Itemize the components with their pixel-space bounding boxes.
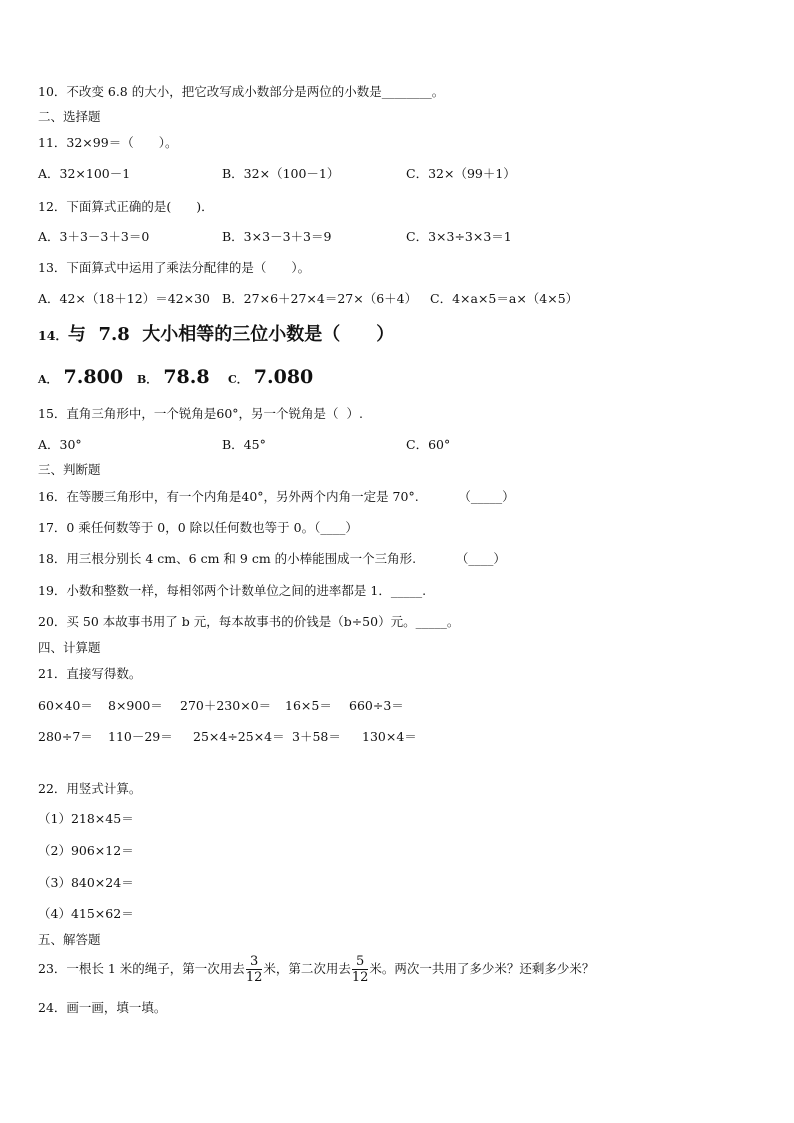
- q21-item: 280÷7＝: [38, 729, 93, 744]
- q23-text-part1: 23．一根长 1 米的绳子，第一次用去: [38, 961, 245, 976]
- section-heading-solve: 五、解答题: [38, 932, 101, 947]
- q14-option-b: [137, 366, 210, 388]
- q14-option-c-letter: C．: [228, 373, 248, 386]
- q22-item-3: （3）840×24＝: [38, 875, 134, 890]
- question-20: 20．买 50 本故事书用了 b 元，每本故事书的价钱是（b÷50）元。_____。: [38, 614, 460, 629]
- q12-option-b: B．3×3－3＋3＝9: [222, 229, 332, 244]
- q15-option-a: A．30°: [38, 437, 82, 452]
- question-22: 22．用竖式计算。: [38, 781, 142, 796]
- q22-item-2: （2）906×12＝: [38, 843, 134, 858]
- q12-option-a: A．3＋3－3＋3＝0: [38, 229, 150, 244]
- question-21: 21．直接写得数。: [38, 666, 142, 681]
- q21-item: 25×4÷25×4＝: [193, 729, 285, 744]
- fraction-denominator: 12: [351, 970, 369, 985]
- q21-item: 130×4＝: [362, 729, 417, 744]
- q15-option-c: C．60°: [406, 437, 451, 452]
- fraction-5-12: [352, 954, 369, 985]
- question-23: [38, 952, 594, 986]
- q13-option-a: A．42×（18＋12）＝42×30: [38, 291, 211, 306]
- q14-option-a-value: 7.800: [63, 366, 124, 388]
- q12-option-c: C．3×3÷3×3＝1: [406, 229, 512, 244]
- question-18: 18．用三根分别长 4 cm、6 cm 和 9 cm 的小棒能围成一个三角形. （____）: [38, 551, 506, 566]
- q14-text: 与 7.8 大小相等的三位小数是（ ）: [67, 324, 395, 345]
- q11-option-a: A．32×100－1: [38, 166, 131, 181]
- q11-option-b: B．32×（100－1）: [222, 166, 340, 181]
- q14-option-b-value: 78.8: [163, 366, 210, 388]
- question-15: 15．直角三角形中，一个锐角是60°，另一个锐角是（ ）.: [38, 406, 363, 421]
- question-13: 13．下面算式中运用了乘法分配律的是（ ）。: [38, 260, 311, 275]
- q23-text-part2: 米，第二次用去: [263, 961, 351, 976]
- q22-item-4: （4）415×62＝: [38, 906, 134, 921]
- q21-item: 60×40＝: [38, 698, 93, 713]
- section-heading-judge: 三、判断题: [38, 462, 101, 477]
- q21-item: 270＋230×0＝: [180, 698, 272, 713]
- q14-option-c: [228, 366, 313, 388]
- fraction-numerator: 5: [352, 954, 369, 970]
- question-19: 19．小数和整数一样，每相邻两个计数单位之间的进率都是 1．_____.: [38, 583, 427, 598]
- q13-option-b: B．27×6＋27×4＝27×（6＋4）: [222, 291, 418, 306]
- question-14: [38, 323, 394, 348]
- question-10: 10．不改变 6.8 的大小，把它改写成小数部分是两位的小数是________。: [38, 84, 445, 99]
- question-17: 17．0 乘任何数等于 0，0 除以任何数也等于 0。（____）: [38, 520, 358, 535]
- fraction-3-12: [246, 954, 263, 985]
- question-11: 11．32×99＝（ ）。: [38, 135, 178, 150]
- q22-item-1: （1）218×45＝: [38, 811, 134, 826]
- q11-option-c: C．32×（99＋1）: [406, 166, 516, 181]
- q21-item: 110－29＝: [108, 729, 173, 744]
- q15-option-b: B．45°: [222, 437, 266, 452]
- question-24: 24．画一画，填一填。: [38, 1000, 167, 1015]
- section-heading-choice: 二、选择题: [38, 109, 101, 124]
- q14-option-a-letter: A．: [38, 373, 58, 386]
- q14-number: 14．: [38, 328, 68, 343]
- fraction-numerator: 3: [246, 954, 263, 970]
- q14-option-c-value: 7.080: [253, 366, 314, 388]
- fraction-denominator: 12: [245, 970, 263, 985]
- q23-text-part3: 米。两次一共用了多少米？还剩多少米？: [369, 961, 595, 976]
- q21-item: 660÷3＝: [349, 698, 404, 713]
- q21-item: 16×5＝: [285, 698, 332, 713]
- q14-option-b-letter: B．: [137, 373, 158, 386]
- q14-option-a: [38, 366, 123, 388]
- q21-item: 8×900＝: [108, 698, 163, 713]
- section-heading-calc: 四、计算题: [38, 640, 101, 655]
- question-12: 12．下面算式正确的是( )．: [38, 199, 214, 214]
- q21-item: 3＋58＝: [292, 729, 341, 744]
- question-16: 16．在等腰三角形中，有一个内角是40°，另外两个内角一定是 70°. （_____）: [38, 489, 515, 504]
- q13-option-c: C．4×a×5＝a×（4×5）: [430, 291, 579, 306]
